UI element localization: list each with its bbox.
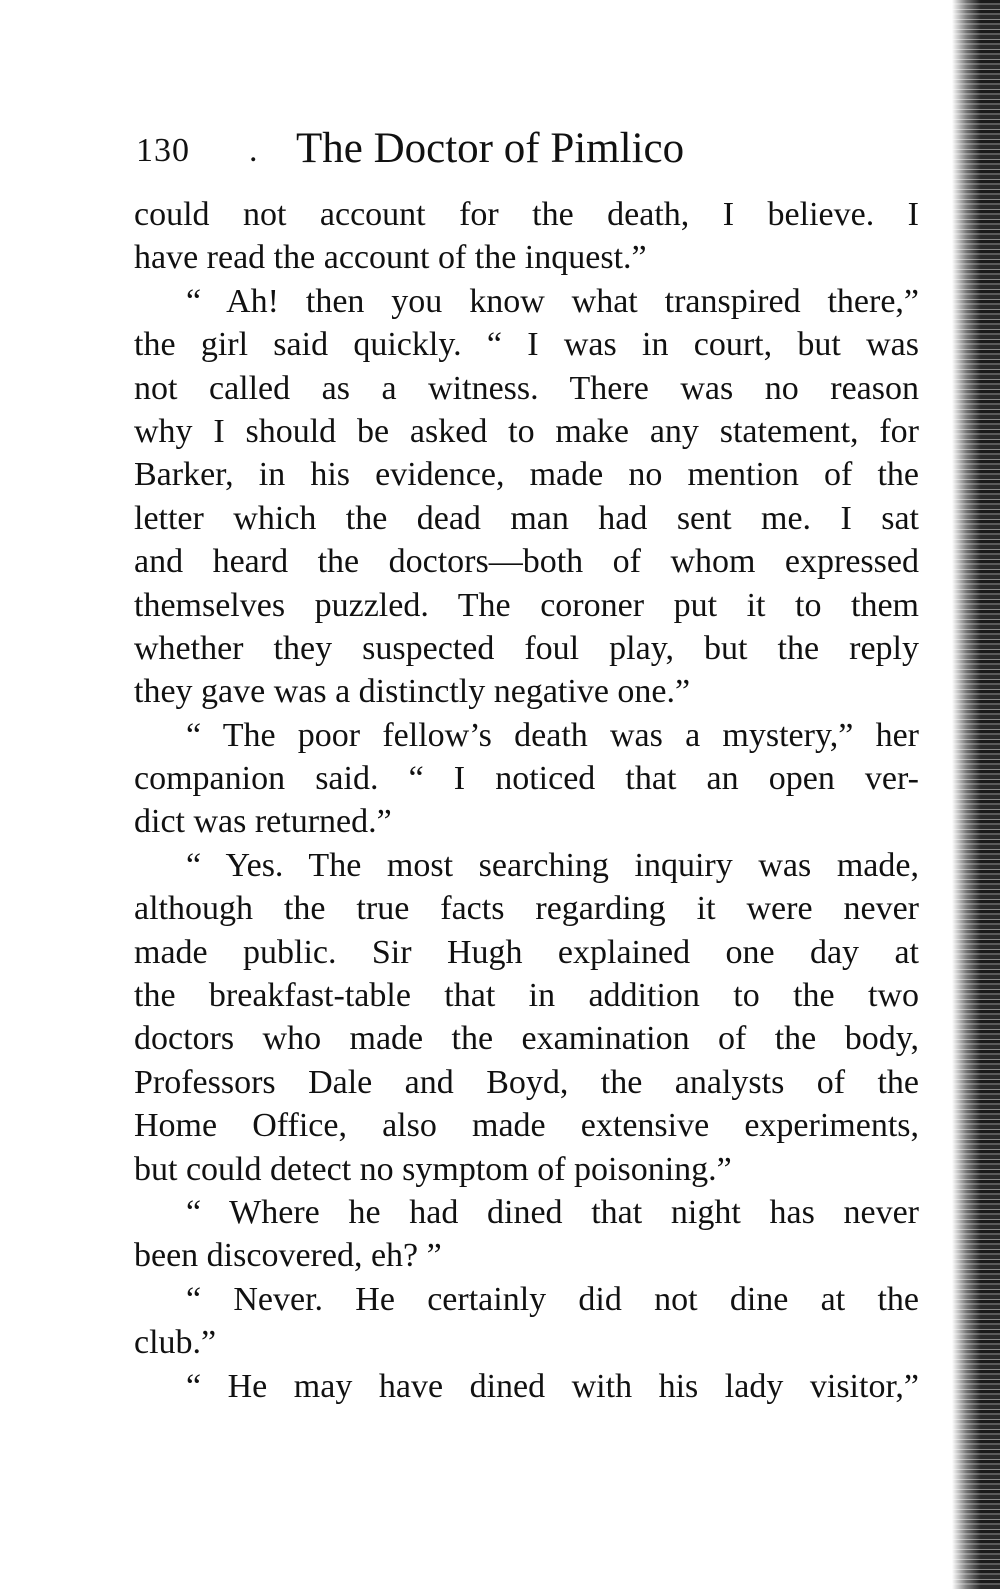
text-line: letter which the dead man had sent me. I sat (134, 499, 919, 537)
text-line: themselves puzzled. The coroner put it to them (134, 586, 919, 624)
text-line: been discovered, eh? ” (134, 1237, 442, 1275)
running-title: The Doctor of Pimlico (296, 125, 685, 172)
running-header (136, 118, 926, 178)
text-line: “ Never. He certainly did not dine at the (186, 1280, 919, 1318)
text-line: companion said. “ I noticed that an open ver- (134, 760, 919, 798)
text-line: and heard the doctors—both of whom expressed (134, 543, 919, 581)
text-line: Barker, in his evidence, made no mention of the (134, 456, 919, 494)
text-line: “ He may have dined with his lady visitor,” (186, 1367, 919, 1405)
text-line: they gave was a distinctly negative one.” (134, 673, 691, 711)
text-line: club.” (134, 1324, 217, 1362)
text-line: although the true facts regarding it were never (134, 890, 919, 928)
text-line: the girl said quickly. “ I was in court, but was (134, 326, 919, 364)
page-text (134, 193, 919, 1408)
page-edge-shadow (952, 0, 1000, 1589)
text-line: have read the account of the inquest.” (134, 239, 647, 277)
page-number: 130 (136, 132, 190, 169)
text-line: “ Ah! then you know what transpired there,” (186, 282, 919, 320)
text-line: dict was returned.” (134, 803, 392, 841)
text-line: why I should be asked to make any statement, for (134, 412, 919, 450)
header-separator: . (249, 132, 258, 169)
text-line: made public. Sir Hugh explained one day at (134, 933, 919, 971)
text-line: whether they suspected foul play, but the reply (134, 629, 919, 667)
text-line: but could detect no symptom of poisoning.” (134, 1150, 732, 1188)
text-line: not called as a witness. There was no reason (134, 369, 919, 407)
text-line: could not account for the death, I believe. I (134, 196, 919, 233)
text-line: “ Where he had dined that night has never (186, 1193, 919, 1231)
text-line: “ Yes. The most searching inquiry was made, (186, 846, 919, 884)
text-line: the breakfast-table that in addition to the two (134, 977, 919, 1015)
text-line: “ The poor fellow’s death was a mystery,” her (186, 716, 919, 754)
text-line: doctors who made the examination of the body, (134, 1020, 919, 1058)
text-line: Professors Dale and Boyd, the analysts of the (134, 1063, 919, 1101)
text-line: Home Office, also made extensive experiments, (134, 1107, 919, 1145)
